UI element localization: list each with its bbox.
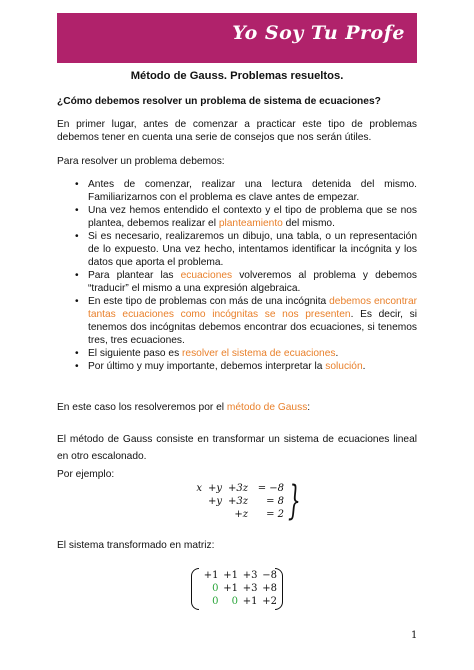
equation-row: x +y +3z = −8 <box>196 483 284 494</box>
tip-item: • Antes de comenzar, realizar una lectura detenida del mismo. Familiarizarnos con el problema es clave antes de empezar. <box>57 178 417 204</box>
link-encontrar-ecuaciones[interactable]: debemos encontrar tantas ecuaciones como incógnitas se nos presenten <box>88 296 418 320</box>
link-resolver-sistema[interactable]: resolver el sistema de ecuaciones <box>182 348 336 359</box>
matrix-row: +1 +1 +3 −8 <box>203 570 277 581</box>
document-body <box>57 70 417 481</box>
tip-item: • El siguiente paso es resolver el sistema de ecuaciones. <box>57 347 417 360</box>
gauss-description: El método de Gauss consiste en transformar un sistema de ecuaciones lineal en otro escalonado. <box>57 434 417 462</box>
right-parenthesis <box>275 568 283 610</box>
page-number: 1 <box>411 630 418 641</box>
link-ecuaciones[interactable]: ecuaciones <box>180 270 233 281</box>
tip-item: • Para plantear las ecuaciones volveremos al problema y debemos “traducir” el mismo a una expresión algebraica. <box>57 269 417 295</box>
brand-logo: Yo Soy Tu Profe <box>232 22 405 44</box>
link-solucion[interactable]: solución <box>325 361 363 372</box>
section-question: ¿Cómo debemos resolver un problema de sistema de ecuaciones? <box>57 96 381 107</box>
tip-item: • En este tipo de problemas con más de una incógnita debemos encontrar tantas ecuaciones como incógnitas se nos presenten. Es decir, si tenemos dos incógnitas debemos encontrar dos ecuaciones, si tenemos tres, tres ecuaciones. <box>57 295 417 347</box>
intro-paragraph: En primer lugar, antes de comenzar a practicar este tipo de problemas debemos tener en cuenta una serie de consejos que nos serán útiles. <box>57 119 417 143</box>
header-banner <box>57 13 417 63</box>
gauss-intro: En este caso los resolveremos por el método de Gauss: <box>57 402 311 413</box>
equation-system <box>190 478 301 524</box>
tip-item: • Si es necesario, realizaremos un dibujo, una tabla, o un representación de lo expuesto. Una vez hecho, intentamos identificar la incógnita y los datos que aporta el problema. <box>57 230 417 269</box>
right-brace: } <box>288 478 301 524</box>
link-planteamiento[interactable]: planteamiento <box>218 218 283 229</box>
tip-item: • Una vez hemos entendido el contexto y el tipo de problema que se nos plantea, debemos realizar el planteamiento del mismo. <box>57 204 417 230</box>
matrix-row: 0 0 +1 +2 <box>212 596 277 607</box>
equation-row: +z = 2 <box>234 509 284 520</box>
matrix-label: El sistema transformado en matriz: <box>57 540 215 551</box>
left-parenthesis <box>191 568 199 610</box>
page-title: Método de Gauss. Problemas resueltos. <box>130 70 344 82</box>
augmented-matrix <box>191 568 283 610</box>
matrix-row: 0 +1 +3 +8 <box>212 583 277 594</box>
equation-row: +y +3z = 8 <box>207 496 284 507</box>
link-metodo-gauss[interactable]: método de Gauss <box>226 402 308 413</box>
tip-item: • Por último y muy importante, debemos interpretar la solución. <box>57 360 417 373</box>
tips-list <box>57 178 417 373</box>
to-solve-paragraph: Para resolver un problema debemos: <box>57 156 225 167</box>
example-label: Por ejemplo: <box>57 469 115 480</box>
